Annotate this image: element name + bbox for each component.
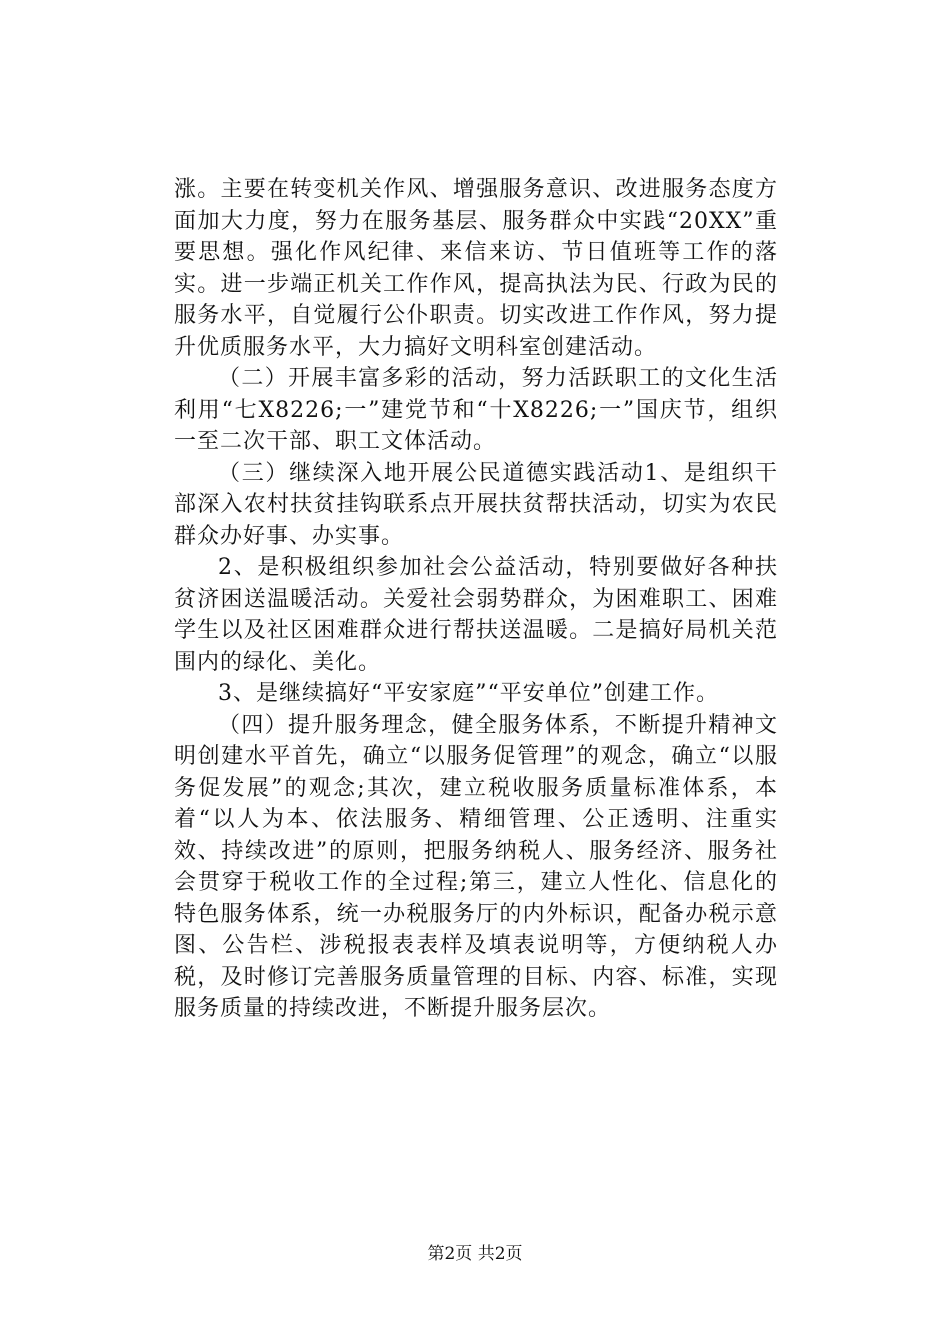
paragraph-item-two: 2、是积极组织参加社会公益活动，特别要做好各种扶贫济困送温暖活动。关爱社会弱势群众，为困难职工、困难学生以及社区困难群众进行帮扶送温暖。二是搞好局机关范围内的绿化、美化。 [174,555,778,675]
page-number-footer: 第2页 共2页 [427,1244,523,1264]
paragraph-section-two: （二）开展丰富多彩的活动，努力活跃职工的文化生活利用“七X8226;一”建党节和“十X8226;一”国庆节，组织一至二次干部、职工文体活动。 [174,366,778,454]
paragraph-item-three: 3、是继续搞好“平安家庭”“平安单位”创建工作。 [218,681,719,706]
document-body [174,174,778,1025]
paragraph-section-four: （四）提升服务理念，健全服务体系，不断提升精神文明创建水平首先，确立“以服务促管理”的观念，确立“以服务促发展”的观念;其次，建立税收服务质量标准体系，本着“以人为本、依法服务、精细管理、公正透明、注重实效、持续改进”的原则，把服务纳税人、服务经济、服务社会贯穿于税收工作的全过程;第三，建立人性化、信息化的特色服务体系，统一办税服务厅的内外标识，配备办税示意图、公告栏、涉税报表表样及填表说明等，方便纳税人办税，及时修订完善服务质量管理的目标、内容、标准，实现服务质量的持续改进，不断提升服务层次。 [174,712,778,1021]
paragraph-section-three: （三）继续深入地开展公民道德实践活动1、是组织干部深入农村扶贫挂钩联系点开展扶贫帮扶活动，切实为农民群众办好事、办实事。 [174,460,778,549]
paragraph-continuation: 涨。主要在转变机关作风、增强服务意识、改进服务态度方面加大力度，努力在服务基层、服务群众中实践“20XX”重要思想。强化作风纪律、来信来访、节日值班等工作的落实。进一步端正机关工作作风，提高执法为民、行政为民的服务水平，自觉履行公仆职责。切实改进工作作风，努力提升优质服务水平，大力搞好文明科室创建活动。 [174,177,778,360]
